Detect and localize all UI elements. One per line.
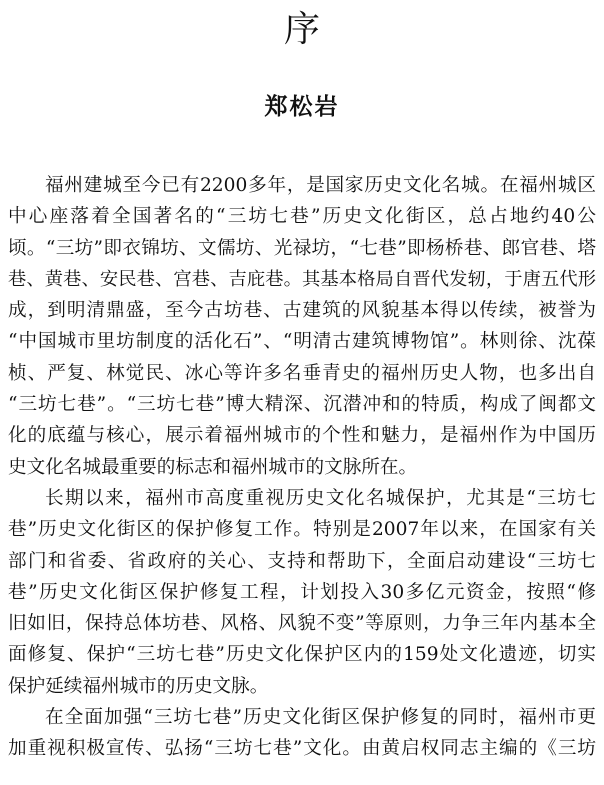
text-line: 成，到明清鼎盛，至今古坊巷、古建筑的风貌基本得以传续，被誉为 xyxy=(8,300,596,322)
paragraph-3 xyxy=(8,702,596,765)
paragraph-2 xyxy=(8,483,596,702)
text-line: 巷”历史文化街区的保护修复工作。特别是2007年以来，在国家有关 xyxy=(8,519,596,541)
text-line: 部门和省委、省政府的关心、支持和帮助下，全面启动建设“三坊七 xyxy=(8,550,596,572)
text-line: “三坊七巷”。“三坊七巷”博大精深、沉潜冲和的特质，构成了闽都文 xyxy=(8,394,596,416)
text-line: 中心座落着全国著名的“三坊七巷”历史文化街区，总占地约40公 xyxy=(8,206,596,228)
text-line: 顷。“三坊”即衣锦坊、文儒坊、光禄坊，“七巷”即杨桥巷、郎官巷、塔 xyxy=(8,237,596,259)
text-line: 面修复、保护“三坊七巷”历史文化保护区内的159处文化遗迹，切实 xyxy=(8,644,596,666)
text-line: 加重视积极宣传、弘扬“三坊七巷”文化。由黄启权同志主编的《三坊 xyxy=(8,738,596,760)
text-line: 化的底蕴与核心，展示着福州城市的个性和魅力，是福州作为中国历 xyxy=(8,425,596,447)
text-line: 福州建城至今已有2200多年，是国家历史文化名城。在福州城区 xyxy=(45,175,596,196)
text-line: 桢、严复、林觉民、冰心等许多名垂青史的福州历史人物，也多出自 xyxy=(8,362,596,384)
author-name: 郑松岩 xyxy=(264,94,340,120)
text-line: 史文化名城最重要的标志和福州城市的文脉所在。 xyxy=(8,456,418,478)
text-line: 巷、黄巷、安民巷、宫巷、吉庇巷。其基本格局自晋代发轫，于唐五代形 xyxy=(8,268,596,290)
text-line: “中国城市里坊制度的活化石”、“明清古建筑博物馆”。林则徐、沈葆 xyxy=(8,331,596,353)
text-line: 保护延续福州城市的历史文脉。 xyxy=(8,675,269,697)
text-line: 在全面加强“三坊七巷”历史文化街区保护修复的同时，福州市更 xyxy=(45,707,596,729)
text-line: 旧如旧，保持总体坊巷、风格、风貌不变”等原则，力争三年内基本全 xyxy=(8,613,596,635)
paragraph-1 xyxy=(8,170,596,483)
text-line: 巷”历史文化街区保护修复工程，计划投入30多亿元资金，按照“修 xyxy=(8,581,596,603)
body-text xyxy=(8,170,596,765)
page-title: 序 xyxy=(283,9,320,50)
text-line: 长期以来，福州市高度重视历史文化名城保护，尤其是“三坊七 xyxy=(45,487,596,509)
